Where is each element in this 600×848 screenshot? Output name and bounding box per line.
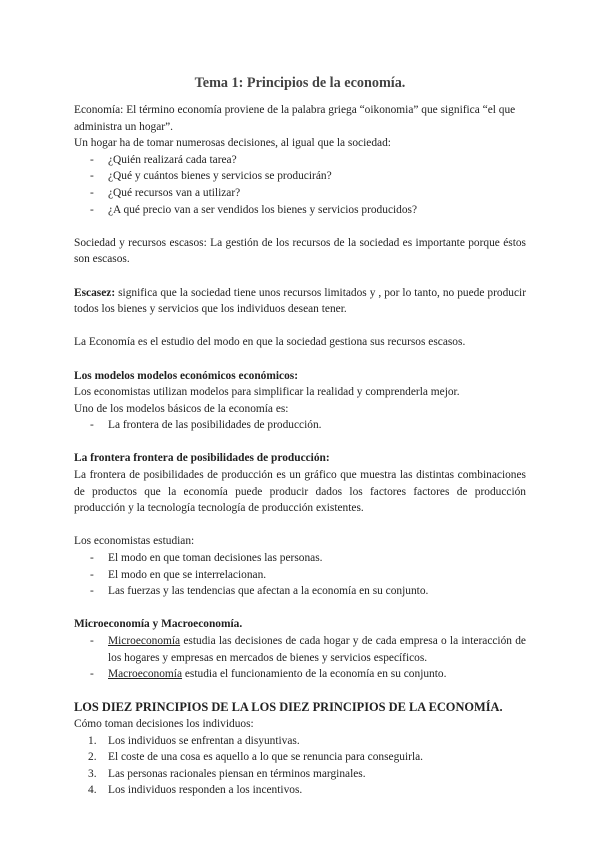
spacer xyxy=(74,600,526,617)
list-item: - Las fuerzas y las tendencias que afectan a la economía en su conjunto. xyxy=(90,583,526,600)
models-line-2: Uno de los modelos básicos de la economía es: xyxy=(74,402,289,415)
economy-study-definition: La Economía es el estudio del modo en que la sociedad gestiona sus recursos escasos. xyxy=(74,336,466,349)
scarcity-term: Escasez: xyxy=(74,286,116,299)
spacer xyxy=(74,268,526,285)
models-heading: Los modelos modelos económicos económicos: xyxy=(74,369,298,382)
item-text: Las personas racionales piensan en términos marginales. xyxy=(108,767,366,780)
study-list xyxy=(74,550,526,600)
principles-heading: LOS DIEZ PRINCIPIOS DE LA LOS DIEZ PRINCIPIOS DE LA ECONOMÍA. xyxy=(74,700,503,715)
household-questions xyxy=(74,152,526,218)
scarcity-text: significa que la sociedad tiene unos recursos limitados y , por lo tanto, no puede producir todos los bienes y servicios que los individuos desean tener. xyxy=(74,286,526,316)
list-item-macro xyxy=(90,666,526,683)
spacer xyxy=(74,218,526,235)
micro-macro-heading: Microeconomía y Macroeconomía. xyxy=(74,618,243,631)
list-item xyxy=(88,733,526,750)
spacer xyxy=(74,517,526,534)
models-line-1: Los economistas utilizan modelos para simplificar la realidad y comprenderla mejor. xyxy=(74,386,460,399)
item-text: El coste de una cosa es aquello a lo que se renuncia para conseguirla. xyxy=(108,751,424,764)
principles-lead: Cómo toman decisiones los individuos: xyxy=(74,717,254,730)
frontier-heading: La frontera frontera de posibilidades de producción: xyxy=(74,452,330,465)
list-item xyxy=(88,782,526,799)
list-item: - El modo en que se interrelacionan. xyxy=(90,567,526,584)
spacer xyxy=(74,683,526,700)
micro-text: estudia las decisiones de cada hogar y de cada empresa o la interacción de los hogares y empresas en mercados de bienes y servicios específicos. xyxy=(108,635,526,664)
page-title: Tema 1: Principios de la economía. xyxy=(194,75,406,91)
list-item: - El modo en que toman decisiones las personas. xyxy=(90,550,526,567)
spacer xyxy=(74,318,526,335)
list-item xyxy=(88,749,526,766)
household-lead: Un hogar ha de tomar numerosas decisiones, al igual que la sociedad: xyxy=(74,137,391,150)
item-text: Los individuos responden a los incentivos. xyxy=(108,784,303,797)
study-lead: Los economistas estudian: xyxy=(74,535,195,548)
scarcity-paragraph xyxy=(74,285,526,318)
macro-text: estudia el funcionamiento de la economía en su conjunto. xyxy=(182,668,447,681)
list-item: - La frontera de las posibilidades de producción. xyxy=(90,417,526,434)
spacer xyxy=(74,351,526,368)
principles-list xyxy=(74,733,526,799)
list-item xyxy=(88,766,526,783)
list-item-micro xyxy=(90,633,526,666)
macro-term: Macroeconomía xyxy=(108,668,183,681)
models-list xyxy=(74,417,526,434)
list-item: - ¿Quién realizará cada tarea? xyxy=(90,152,526,169)
item-text: Los individuos se enfrentan a disyuntivas. xyxy=(108,734,300,747)
item-number: 4. xyxy=(88,784,97,797)
frontier-paragraph: La frontera de posibilidades de producción es un gráfico que muestra las distintas combinaciones de productos que la economía puede producir dados los factores factores de producción producción y la tecnología tecnología de producción existentes. xyxy=(74,469,526,515)
list-item: - ¿Qué y cuántos bienes y servicios se producirán? xyxy=(90,168,526,185)
spacer xyxy=(74,434,526,451)
economy-definition: Economía: El término economía proviene de la palabra griega “oikonomia” que significa “el que administra un hogar”. xyxy=(74,104,516,133)
item-number: 3. xyxy=(88,767,97,780)
item-number: 2. xyxy=(88,751,97,764)
micro-term: Microeconomía xyxy=(108,635,181,647)
item-number: 1. xyxy=(88,734,97,747)
scarce-resources-paragraph: Sociedad y recursos escasos: La gestión de los recursos de la sociedad es importante porque éstos son escasos. xyxy=(74,236,526,266)
list-item: - ¿Qué recursos van a utilizar? xyxy=(90,185,526,202)
list-item: - ¿A qué precio van a ser vendidos los bienes y servicios producidos? xyxy=(90,202,526,219)
micro-macro-list xyxy=(74,633,526,683)
